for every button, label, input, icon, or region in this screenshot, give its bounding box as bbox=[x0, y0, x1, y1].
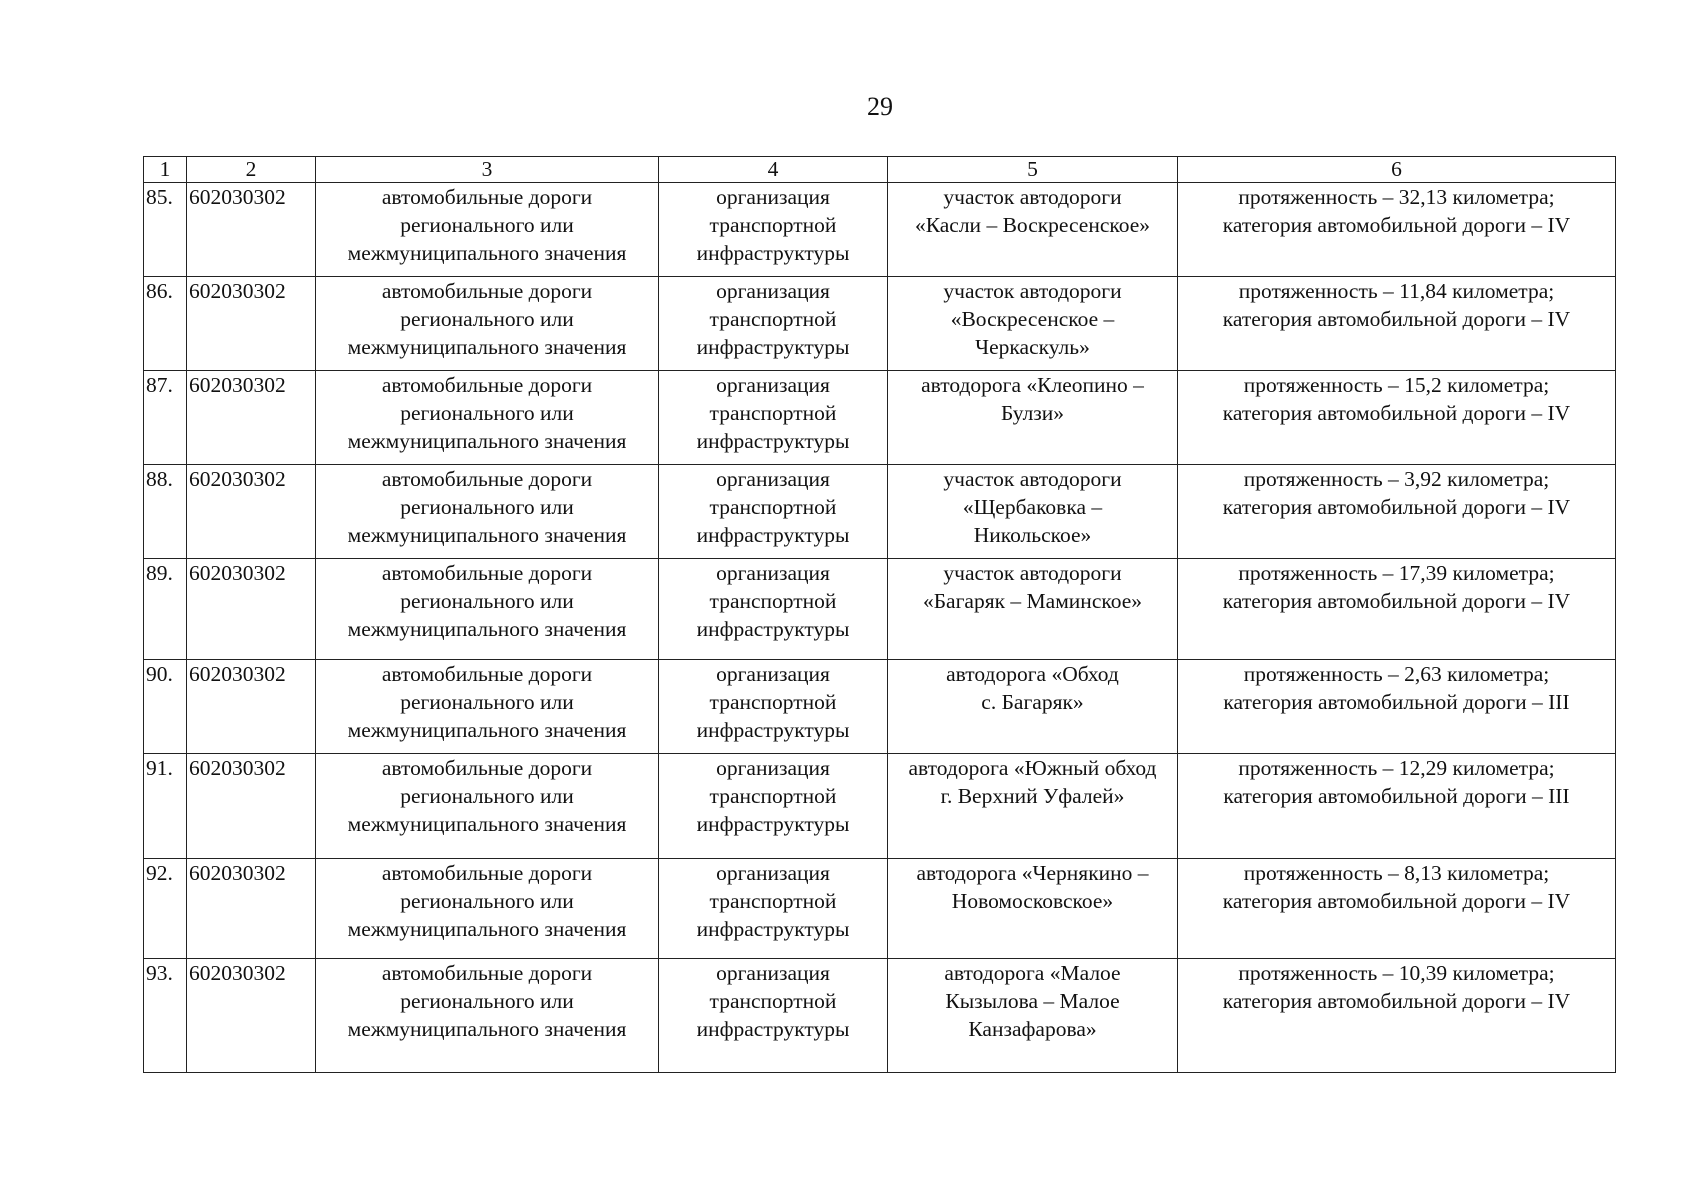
purpose-cell-line: инфраструктуры bbox=[696, 617, 850, 641]
object-type-cell-line: регионального или bbox=[400, 401, 574, 425]
object-name-cell bbox=[888, 660, 1178, 754]
object-name-cell-line: участок автодороги bbox=[943, 561, 1122, 585]
characteristics-cell bbox=[1178, 277, 1616, 371]
table-row bbox=[144, 754, 1616, 859]
purpose-cell-line: организация bbox=[716, 861, 830, 885]
purpose-cell-line: инфраструктуры bbox=[696, 917, 850, 941]
characteristics-cell bbox=[1178, 465, 1616, 559]
characteristics-cell-line: протяженность – 2,63 километра; bbox=[1243, 662, 1550, 686]
characteristics-cell-line: протяженность – 10,39 километра; bbox=[1238, 961, 1555, 985]
purpose-cell-line: транспортной bbox=[709, 401, 837, 425]
code-cell: 602030302 bbox=[187, 465, 316, 559]
object-type-cell-line: автомобильные дороги bbox=[381, 662, 593, 686]
object-type-cell-line: межмуниципального значения bbox=[347, 718, 627, 742]
purpose-cell bbox=[659, 559, 888, 660]
column-number-row bbox=[144, 157, 1616, 183]
characteristics-cell-line: категория автомобильной дороги – IV bbox=[1222, 401, 1571, 425]
object-name-cell bbox=[888, 277, 1178, 371]
object-type-cell-line: автомобильные дороги bbox=[381, 467, 593, 491]
characteristics-cell-line: протяженность – 32,13 километра; bbox=[1238, 185, 1555, 209]
object-type-cell bbox=[316, 465, 659, 559]
column-header: 1 bbox=[144, 157, 187, 183]
purpose-cell-line: организация bbox=[716, 961, 830, 985]
purpose-cell bbox=[659, 183, 888, 277]
object-name-cell-line: автодорога «Южный обход bbox=[908, 756, 1157, 780]
purpose-cell-line: инфраструктуры bbox=[696, 523, 850, 547]
object-name-cell-line: «Багаряк – Маминское» bbox=[922, 589, 1143, 613]
characteristics-cell-line: протяженность – 12,29 километра; bbox=[1238, 756, 1555, 780]
page-number: 29 bbox=[867, 92, 893, 121]
object-type-cell-line: регионального или bbox=[400, 307, 574, 331]
object-type-cell-line: регионального или bbox=[400, 495, 574, 519]
purpose-cell bbox=[659, 754, 888, 859]
object-type-cell-line: автомобильные дороги bbox=[381, 373, 593, 397]
purpose-cell-line: инфраструктуры bbox=[696, 429, 850, 453]
object-type-cell bbox=[316, 660, 659, 754]
code-cell: 602030302 bbox=[187, 754, 316, 859]
object-type-cell bbox=[316, 371, 659, 465]
purpose-cell-line: транспортной bbox=[709, 495, 837, 519]
purpose-cell bbox=[659, 959, 888, 1073]
object-name-cell-line: «Касли – Воскресенское» bbox=[914, 213, 1151, 237]
column-header: 4 bbox=[659, 157, 888, 183]
row-number-cell: 85. bbox=[144, 183, 187, 277]
purpose-cell-line: транспортной bbox=[709, 889, 837, 913]
object-type-cell bbox=[316, 859, 659, 959]
object-name-cell-line: участок автодороги bbox=[943, 185, 1122, 209]
purpose-cell-line: транспортной bbox=[709, 690, 837, 714]
object-type-cell bbox=[316, 959, 659, 1073]
row-number-cell: 93. bbox=[144, 959, 187, 1073]
purpose-cell-line: транспортной bbox=[709, 989, 837, 1013]
purpose-cell-line: транспортной bbox=[709, 307, 837, 331]
table-row bbox=[144, 465, 1616, 559]
purpose-cell-line: транспортной bbox=[709, 213, 837, 237]
object-name-cell bbox=[888, 859, 1178, 959]
object-name-cell bbox=[888, 371, 1178, 465]
characteristics-cell-line: категория автомобильной дороги – IV bbox=[1222, 589, 1571, 613]
characteristics-cell-line: категория автомобильной дороги – III bbox=[1223, 690, 1570, 714]
code-cell: 602030302 bbox=[187, 371, 316, 465]
object-type-cell bbox=[316, 277, 659, 371]
purpose-cell bbox=[659, 277, 888, 371]
object-type-cell-line: автомобильные дороги bbox=[381, 279, 593, 303]
purpose-cell-line: инфраструктуры bbox=[696, 1017, 850, 1041]
object-name-cell-line: г. Верхний Уфалей» bbox=[940, 784, 1125, 808]
table-row bbox=[144, 959, 1616, 1073]
characteristics-cell bbox=[1178, 183, 1616, 277]
object-type-cell-line: межмуниципального значения bbox=[347, 429, 627, 453]
object-name-cell bbox=[888, 559, 1178, 660]
object-name-cell-line: участок автодороги bbox=[943, 279, 1122, 303]
purpose-cell-line: организация bbox=[716, 185, 830, 209]
purpose-cell-line: организация bbox=[716, 561, 830, 585]
object-name-cell bbox=[888, 183, 1178, 277]
purpose-cell-line: организация bbox=[716, 467, 830, 491]
characteristics-cell-line: категория автомобильной дороги – IV bbox=[1222, 889, 1571, 913]
characteristics-cell bbox=[1178, 859, 1616, 959]
code-cell: 602030302 bbox=[187, 277, 316, 371]
object-name-cell bbox=[888, 465, 1178, 559]
purpose-cell-line: организация bbox=[716, 279, 830, 303]
characteristics-cell-line: протяженность – 15,2 километра; bbox=[1243, 373, 1550, 397]
column-header: 6 bbox=[1178, 157, 1616, 183]
code-cell: 602030302 bbox=[187, 859, 316, 959]
characteristics-cell bbox=[1178, 660, 1616, 754]
column-header: 2 bbox=[187, 157, 316, 183]
object-type-cell-line: межмуниципального значения bbox=[347, 1017, 627, 1041]
characteristics-cell bbox=[1178, 754, 1616, 859]
column-header: 5 bbox=[888, 157, 1178, 183]
purpose-cell bbox=[659, 859, 888, 959]
object-type-cell-line: межмуниципального значения bbox=[347, 917, 627, 941]
table-row bbox=[144, 371, 1616, 465]
object-name-cell-line: автодорога «Чернякино – bbox=[916, 861, 1149, 885]
object-type-cell-line: регионального или bbox=[400, 889, 574, 913]
characteristics-cell bbox=[1178, 959, 1616, 1073]
row-number-cell: 89. bbox=[144, 559, 187, 660]
object-type-cell-line: автомобильные дороги bbox=[381, 861, 593, 885]
characteristics-cell-line: категория автомобильной дороги – III bbox=[1223, 784, 1570, 808]
purpose-cell-line: инфраструктуры bbox=[696, 812, 850, 836]
object-type-cell-line: автомобильные дороги bbox=[381, 185, 593, 209]
characteristics-cell-line: протяженность – 11,84 километра; bbox=[1238, 279, 1555, 303]
table-row bbox=[144, 277, 1616, 371]
object-name-cell bbox=[888, 959, 1178, 1073]
row-number-cell: 92. bbox=[144, 859, 187, 959]
code-cell: 602030302 bbox=[187, 183, 316, 277]
purpose-cell bbox=[659, 371, 888, 465]
purpose-cell-line: инфраструктуры bbox=[696, 241, 850, 265]
purpose-cell-line: организация bbox=[716, 756, 830, 780]
object-name-cell-line: «Воскресенское – bbox=[950, 307, 1115, 331]
object-name-cell-line: Черкаскуль» bbox=[975, 335, 1090, 359]
object-name-cell-line: Новомосковское» bbox=[951, 889, 1114, 913]
object-name-cell bbox=[888, 754, 1178, 859]
object-type-cell-line: регионального или bbox=[400, 989, 574, 1013]
characteristics-cell bbox=[1178, 559, 1616, 660]
characteristics-cell-line: протяженность – 8,13 километра; bbox=[1243, 861, 1550, 885]
purpose-cell-line: организация bbox=[716, 662, 830, 686]
purpose-cell bbox=[659, 465, 888, 559]
object-type-cell-line: автомобильные дороги bbox=[381, 961, 593, 985]
row-number-cell: 86. bbox=[144, 277, 187, 371]
object-name-cell-line: Никольское» bbox=[973, 523, 1092, 547]
object-type-cell-line: регионального или bbox=[400, 589, 574, 613]
row-number-cell: 87. bbox=[144, 371, 187, 465]
object-name-cell-line: автодорога «Клеопино – bbox=[921, 373, 1144, 397]
object-type-cell bbox=[316, 183, 659, 277]
characteristics-cell-line: протяженность – 17,39 километра; bbox=[1238, 561, 1555, 585]
purpose-cell-line: транспортной bbox=[709, 589, 837, 613]
object-type-cell-line: межмуниципального значения bbox=[347, 617, 627, 641]
object-type-cell bbox=[316, 559, 659, 660]
object-type-cell-line: межмуниципального значения bbox=[347, 335, 627, 359]
object-type-cell-line: автомобильные дороги bbox=[381, 756, 593, 780]
purpose-cell-line: транспортной bbox=[709, 784, 837, 808]
purpose-cell-line: инфраструктуры bbox=[696, 718, 850, 742]
purpose-cell-line: организация bbox=[716, 373, 830, 397]
object-name-cell-line: с. Багаряк» bbox=[981, 690, 1084, 714]
object-type-cell-line: межмуниципального значения bbox=[347, 812, 627, 836]
row-number-cell: 90. bbox=[144, 660, 187, 754]
table-row bbox=[144, 859, 1616, 959]
objects-table bbox=[143, 156, 1616, 1073]
object-type-cell-line: регионального или bbox=[400, 690, 574, 714]
object-name-cell-line: Булзи» bbox=[1000, 401, 1065, 425]
purpose-cell bbox=[659, 660, 888, 754]
column-header: 3 bbox=[316, 157, 659, 183]
row-number-cell: 88. bbox=[144, 465, 187, 559]
table-row bbox=[144, 660, 1616, 754]
characteristics-cell-line: категория автомобильной дороги – IV bbox=[1222, 495, 1571, 519]
object-name-cell-line: Канзафарова» bbox=[968, 1017, 1097, 1041]
object-name-cell-line: автодорога «Обход bbox=[946, 662, 1119, 686]
code-cell: 602030302 bbox=[187, 559, 316, 660]
code-cell: 602030302 bbox=[187, 660, 316, 754]
object-type-cell-line: межмуниципального значения bbox=[347, 241, 627, 265]
table-row bbox=[144, 183, 1616, 277]
code-cell: 602030302 bbox=[187, 959, 316, 1073]
object-type-cell-line: межмуниципального значения bbox=[347, 523, 627, 547]
object-type-cell-line: регионального или bbox=[400, 784, 574, 808]
object-type-cell bbox=[316, 754, 659, 859]
row-number-cell: 91. bbox=[144, 754, 187, 859]
object-name-cell-line: автодорога «Малое bbox=[944, 961, 1121, 985]
characteristics-cell-line: протяженность – 3,92 километра; bbox=[1243, 467, 1550, 491]
purpose-cell-line: инфраструктуры bbox=[696, 335, 850, 359]
object-type-cell-line: автомобильные дороги bbox=[381, 561, 593, 585]
table-row bbox=[144, 559, 1616, 660]
object-name-cell-line: участок автодороги bbox=[943, 467, 1122, 491]
characteristics-cell bbox=[1178, 371, 1616, 465]
object-name-cell-line: Кызылова – Малое bbox=[945, 989, 1120, 1013]
object-name-cell-line: «Щербаковка – bbox=[962, 495, 1103, 519]
object-type-cell-line: регионального или bbox=[400, 213, 574, 237]
characteristics-cell-line: категория автомобильной дороги – IV bbox=[1222, 989, 1571, 1013]
characteristics-cell-line: категория автомобильной дороги – IV bbox=[1222, 307, 1571, 331]
characteristics-cell-line: категория автомобильной дороги – IV bbox=[1222, 213, 1571, 237]
